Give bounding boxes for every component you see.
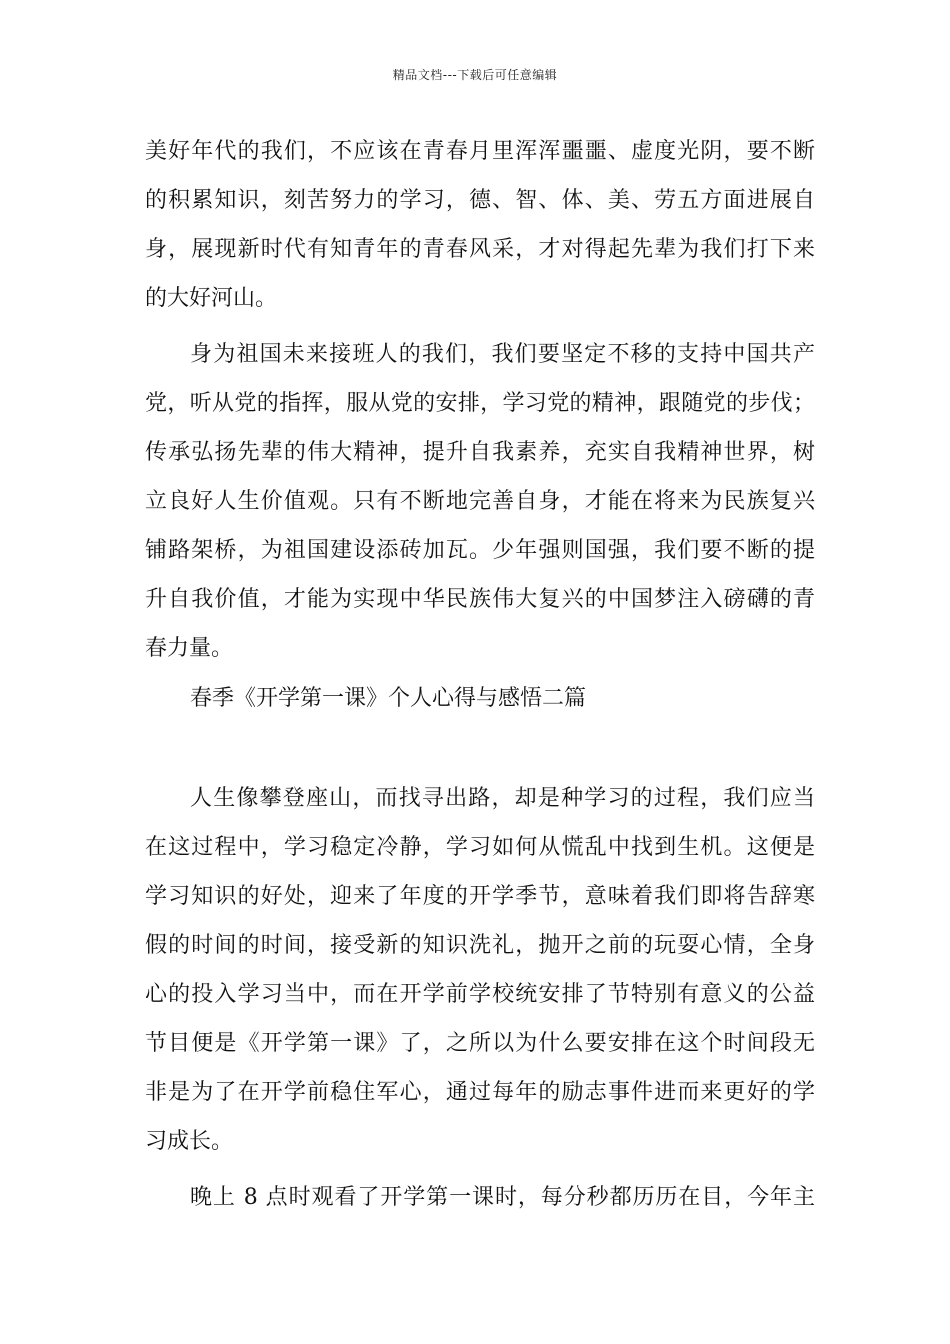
text-line: 铺路架桥，为祖国建设添砖加瓦。少年强则国强，我们要不断的提 bbox=[145, 538, 815, 563]
text-line: 假的时间的时间，接受新的知识洗礼，抛开之前的玩耍心情，全身 bbox=[145, 933, 815, 958]
text-line: 习成长。 bbox=[145, 1129, 234, 1154]
text-line: 身，展现新时代有知青年的青春风采，才对得起先辈为我们打下来 bbox=[145, 237, 815, 262]
text-line: 非是为了在开学前稳住军心，通过每年的励志事件进而来更好的学 bbox=[145, 1080, 815, 1105]
text-line: 晚上 8 点时观看了开学第一课时，每分秒都历历在目，今年主 bbox=[190, 1185, 815, 1210]
text-line: 身为祖国未来接班人的我们，我们要坚定不移的支持中国共产 bbox=[190, 342, 815, 367]
text-line: 美好年代的我们，不应该在青春月里浑浑噩噩、虚度光阴，要不断 bbox=[145, 139, 815, 164]
text-line: 心的投入学习当中，而在开学前学校统安排了节特别有意义的公益 bbox=[145, 982, 815, 1007]
text-line: 学习知识的好处，迎来了年度的开学季节，意味着我们即将告辞寒 bbox=[145, 884, 815, 909]
text-line: 节目便是《开学第一课》了，之所以为什么要安排在这个时间段无 bbox=[145, 1031, 815, 1056]
text-line: 春力量。 bbox=[145, 636, 234, 661]
text-line: 人生像攀登座山，而找寻出路，却是种学习的过程，我们应当 bbox=[190, 786, 815, 811]
section-title: 春季《开学第一课》个人心得与感悟二篇 bbox=[190, 686, 587, 711]
page-header: 精品文档---下载后可任意编辑 bbox=[392, 68, 558, 82]
text-line: 传承弘扬先辈的伟大精神，提升自我素养，充实自我精神世界，树 bbox=[145, 440, 815, 465]
text-line: 在这过程中，学习稳定冷静，学习如何从慌乱中找到生机。这便是 bbox=[145, 835, 815, 860]
text-line: 升自我价值，才能为实现中华民族伟大复兴的中国梦注入磅礴的青 bbox=[145, 587, 815, 612]
text-line: 立良好人生价值观。只有不断地完善自身，才能在将来为民族复兴 bbox=[145, 489, 815, 514]
text-line: 党，听从党的指挥，服从党的安排，学习党的精神，跟随党的步伐； bbox=[145, 391, 815, 416]
text-line: 的大好河山。 bbox=[145, 286, 278, 311]
text-line: 的积累知识，刻苦努力的学习，德、智、体、美、劳五方面进展自 bbox=[145, 188, 815, 213]
